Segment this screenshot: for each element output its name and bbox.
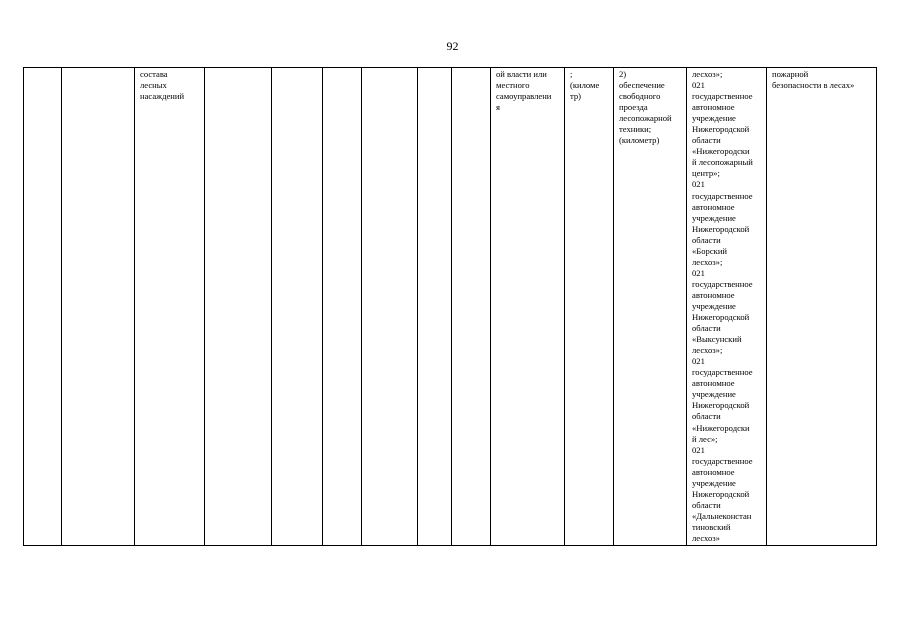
page-number: 92: [446, 39, 459, 53]
table-cell: [205, 68, 272, 546]
table-cell: пожарной безопасности в лесах»: [767, 68, 877, 546]
table-cell: [24, 68, 62, 546]
table-cell: ой власти или местного самоуправлени я: [491, 68, 565, 546]
continuation-table: [23, 67, 877, 546]
table-cell: [418, 68, 452, 546]
table-cell: [452, 68, 491, 546]
table-cell: 2) обеспечение свободного проезда лесопожарной техники; (километр): [614, 68, 687, 546]
table-cell: [272, 68, 323, 546]
table-cell: [362, 68, 418, 546]
table-cell: ; (киломе тр): [565, 68, 614, 546]
table-cell: состава лесных насаждений: [135, 68, 205, 546]
table-row: [24, 68, 877, 546]
table-cell: лесхоз»; 021 государственное автономное учреждение Нижегородской области «Нижегородски й лесопожарный центр»; 021 государственное автономное учреждение Нижегородской области «Борский лесхоз»; 021 государственное автономное учреждение Нижегородской области «Выксунский лесхоз»; 021 государственное автономное учреждение Нижегородской области «Нижегородски й лес»; 021 государственное автономное учреждение Нижегородской области «Дальнеконстан тиновский лесхоз»: [687, 68, 767, 546]
table-cell: [62, 68, 135, 546]
table-cell: [323, 68, 362, 546]
